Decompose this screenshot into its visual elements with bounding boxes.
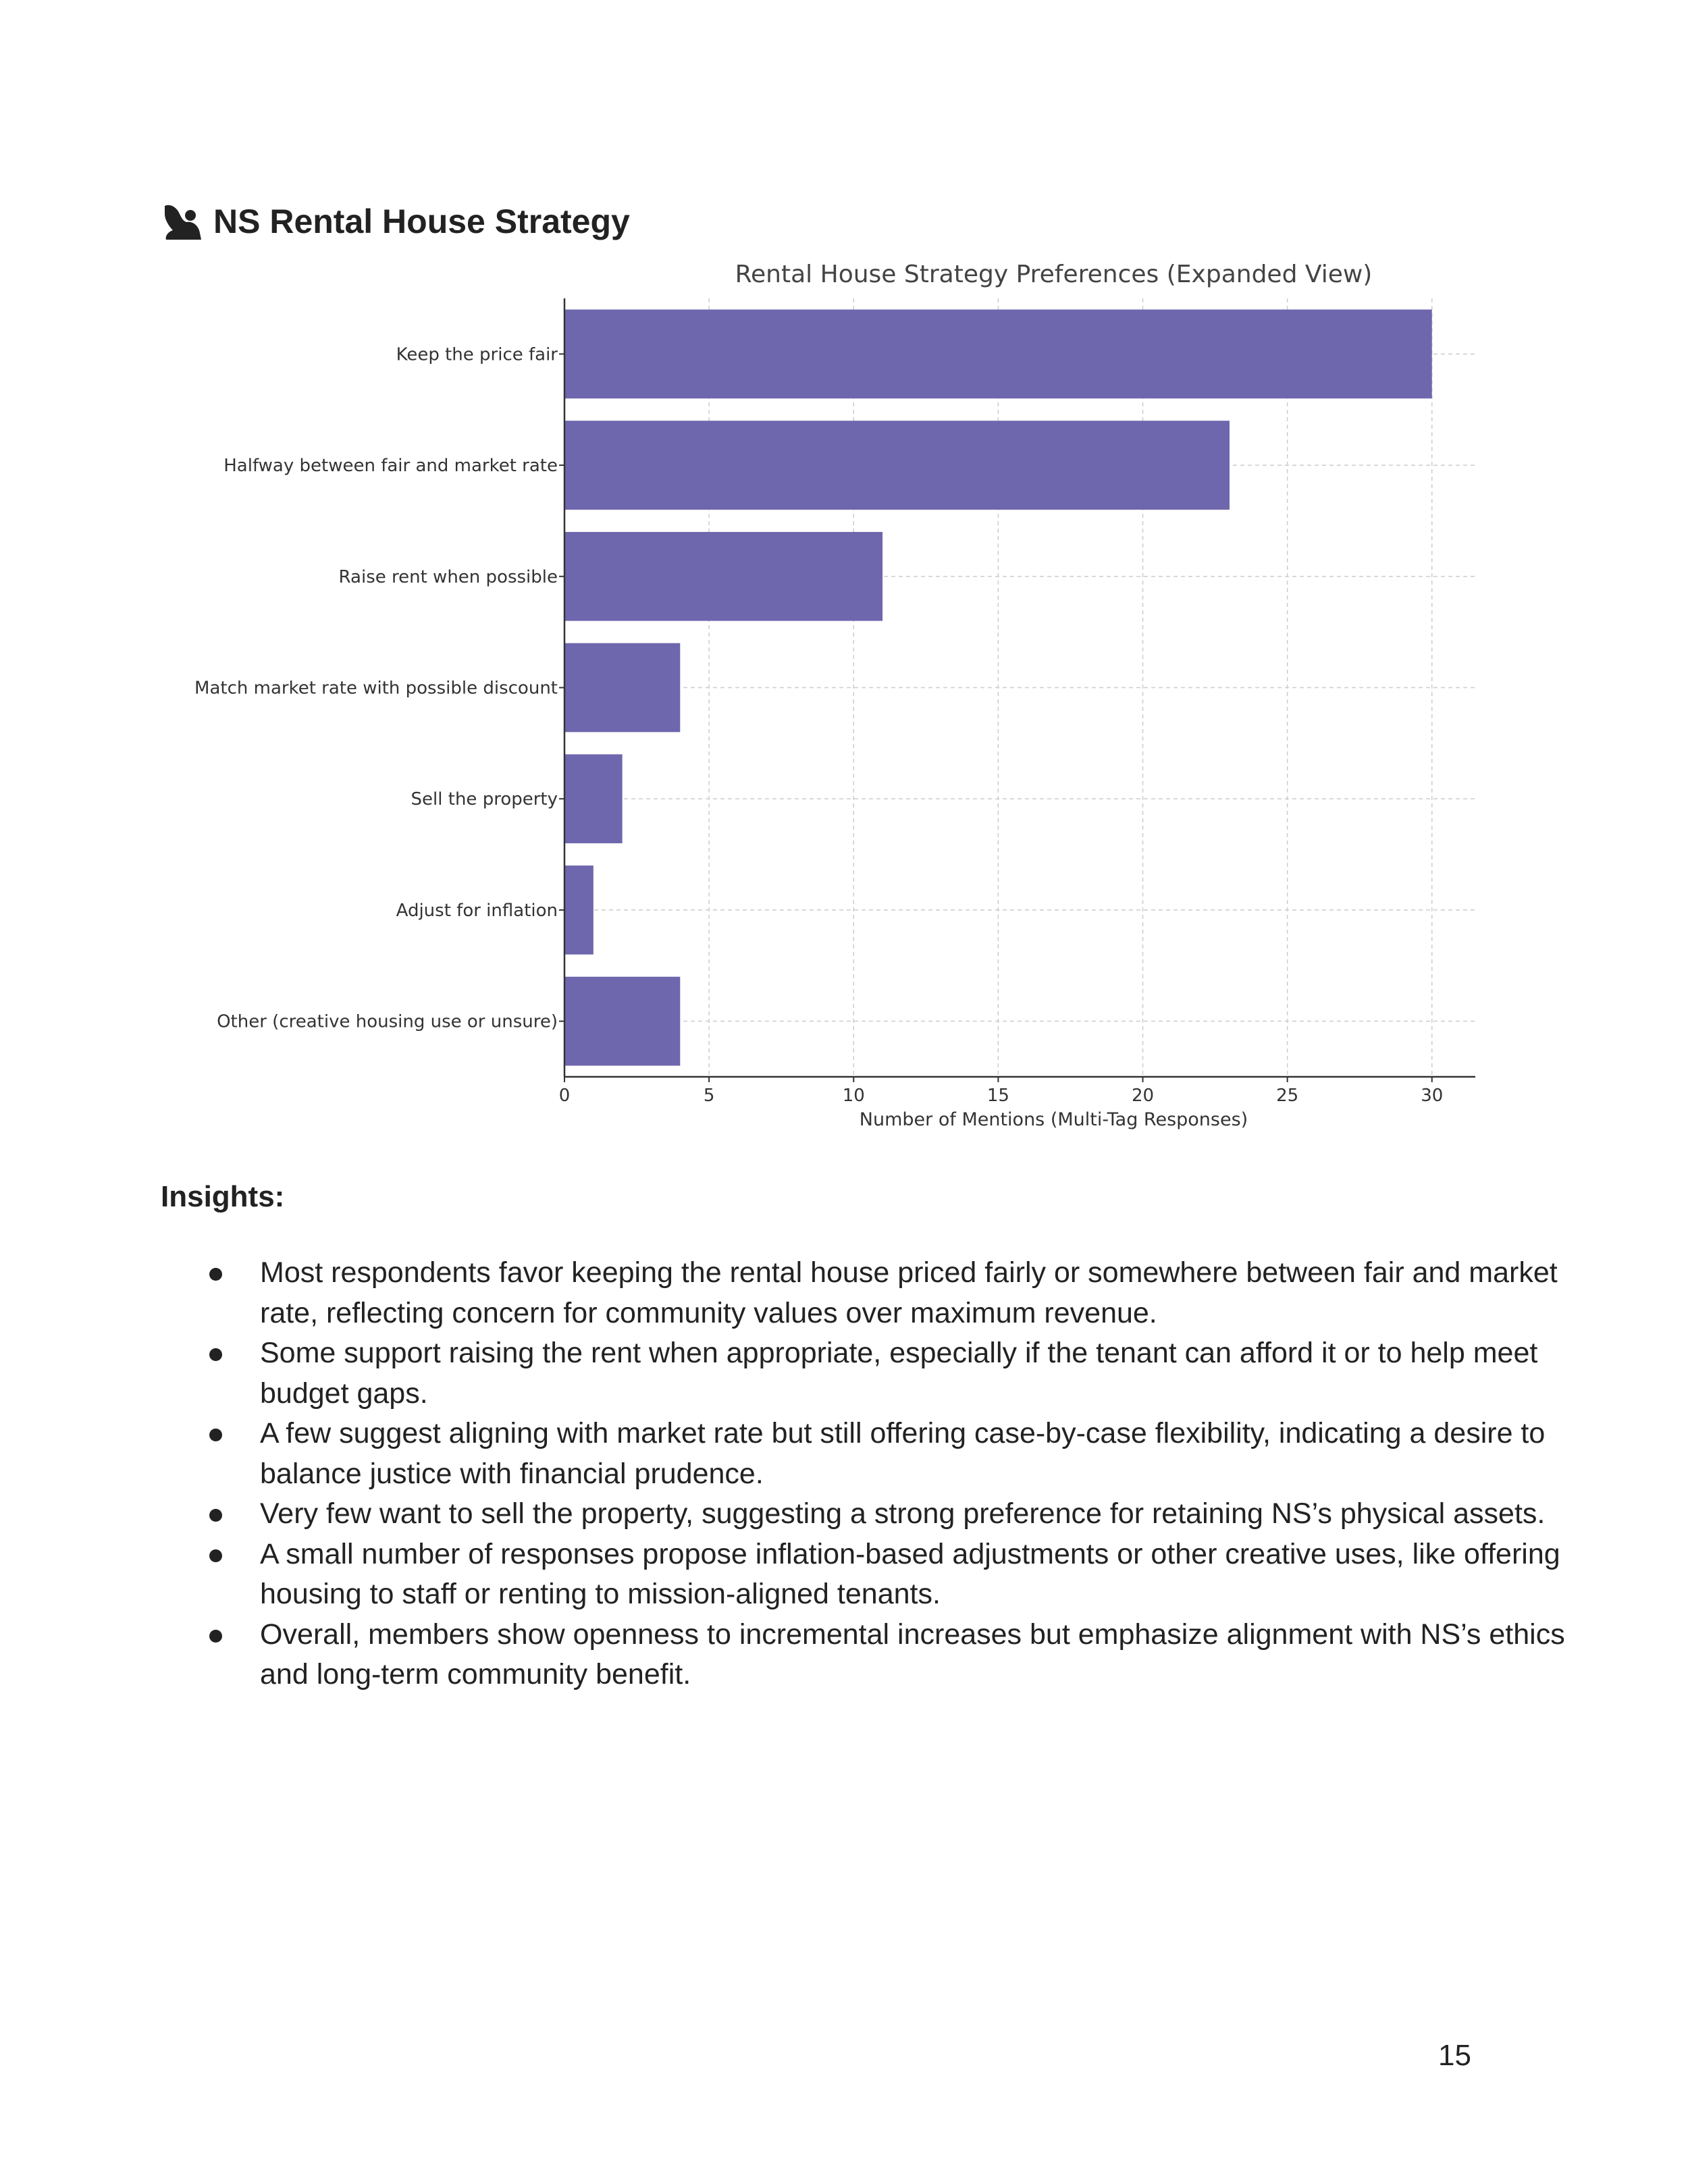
insight-text: A small number of responses propose inflation-based adjustments or other creative uses, like offering housing to staff or renting to mission-aligned tenants. — [260, 1537, 1560, 1610]
bullet-icon — [209, 1348, 222, 1361]
bullet-icon — [209, 1549, 222, 1562]
category-label: Halfway between fair and market rate — [223, 456, 558, 477]
insights-list — [203, 1253, 1587, 1695]
bar — [564, 754, 623, 843]
x-tick-label: 15 — [986, 1086, 1009, 1106]
bullet-icon — [209, 1630, 222, 1643]
category-label: Other (creative housing use or unsure) — [217, 1011, 558, 1032]
x-tick-label: 0 — [558, 1086, 571, 1106]
x-axis-label: Number of Mentions (Multi-Tag Responses) — [859, 1109, 1248, 1130]
silhouette-icon — [161, 201, 203, 242]
x-tick-label: 20 — [1131, 1086, 1155, 1106]
bullet-icon — [209, 1429, 222, 1441]
insight-item — [203, 1253, 1587, 1333]
bar — [564, 977, 680, 1066]
bullet-icon — [209, 1268, 222, 1281]
section-heading — [161, 194, 630, 248]
insight-item — [203, 1615, 1587, 1695]
page-number: 15 — [1438, 2039, 1471, 2072]
bar — [564, 865, 594, 955]
bar — [564, 309, 1432, 398]
bar — [564, 532, 882, 621]
page-title: NS Rental House Strategy — [213, 203, 630, 240]
insight-text: Overall, members show openness to incremental increases but emphasize alignment with NS’s ethics and long-term community benefit. — [260, 1618, 1565, 1690]
category-label: Match market rate with possible discount — [194, 678, 558, 699]
chart-title: Rental House Strategy Preferences (Expanded View) — [735, 261, 1373, 288]
bar — [564, 643, 680, 733]
bullet-icon — [209, 1509, 222, 1522]
insight-text: Very few want to sell the property, suggesting a strong preference for retaining NS’s physical assets. — [260, 1497, 1546, 1530]
insight-text: Most respondents favor keeping the rental house priced fairly or somewhere between fair and market rate, reflecting concern for community values over maximum revenue. — [260, 1256, 1558, 1329]
insight-item — [203, 1494, 1587, 1535]
x-tick-label: 30 — [1421, 1086, 1444, 1106]
insight-text: Some support raising the rent when appropriate, especially if the tenant can afford it or to help meet budget gaps. — [260, 1337, 1538, 1410]
x-tick-label: 5 — [703, 1086, 715, 1106]
insight-item — [203, 1414, 1587, 1494]
insight-item — [203, 1535, 1587, 1615]
category-label: Sell the property — [411, 789, 558, 810]
insights-title: Insights: — [161, 1180, 285, 1213]
bar — [564, 421, 1230, 510]
category-label: Adjust for inflation — [396, 900, 558, 921]
category-label: Raise rent when possible — [338, 566, 558, 587]
x-tick-label: 25 — [1276, 1086, 1299, 1106]
bar-chart — [0, 250, 1688, 1148]
insight-item — [203, 1333, 1587, 1414]
category-label: Keep the price fair — [396, 344, 558, 365]
strategy-chart — [0, 250, 1688, 1148]
x-tick-label: 10 — [842, 1086, 865, 1106]
insight-text: A few suggest aligning with market rate but still offering case-by-case flexibility, indicating a desire to balance justice with financial prudence. — [260, 1417, 1546, 1490]
